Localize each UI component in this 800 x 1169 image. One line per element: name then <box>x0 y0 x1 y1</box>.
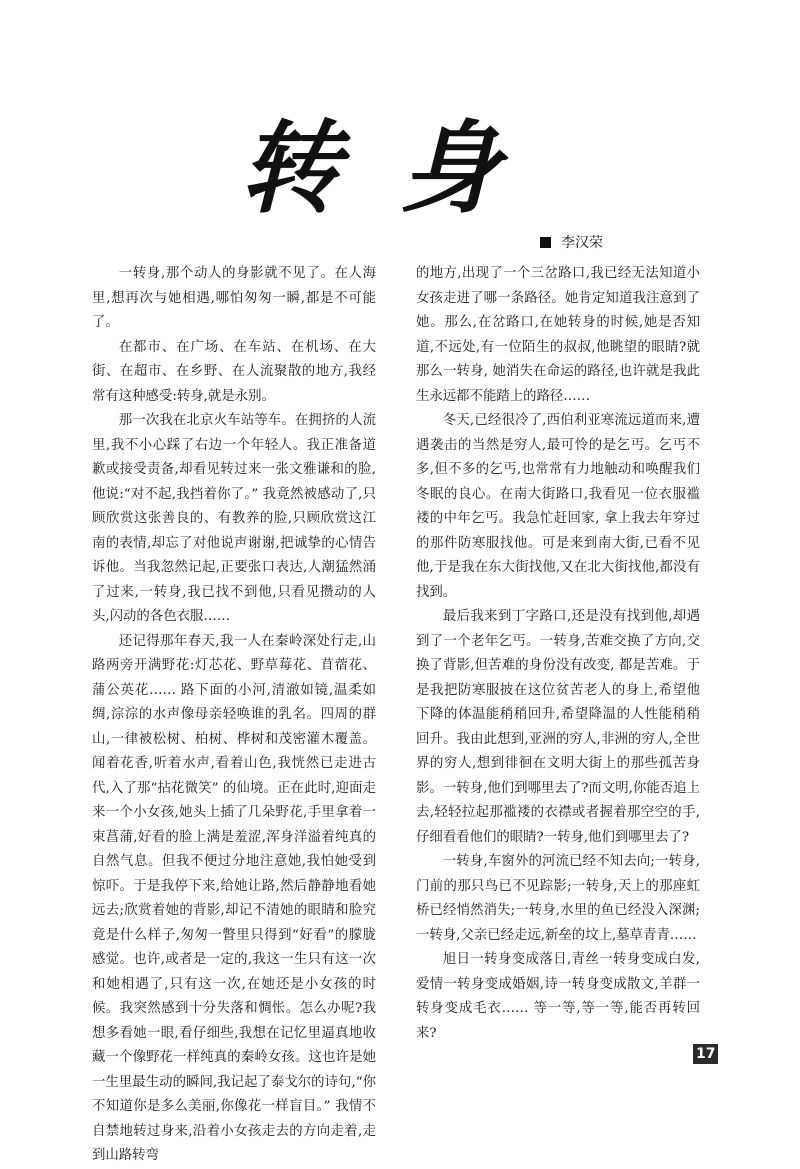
author-name: 李汉荣 <box>561 235 603 251</box>
byline <box>540 234 603 252</box>
paragraph-continued: 的地方,出现了一个三岔路口,我已经无法知道小女孩走进了哪一条路径。她肯定知道我注意到了她。那么,在岔路口,在她转身的时候,她是否知道,不远处,有一位陌生的叔叔,他眺望的眼睛?就那么一转身, 她消失在命运的路径,也许就是我此生永远都不能踏上的路径…… <box>416 266 700 404</box>
bullet-square-icon <box>540 237 551 248</box>
paragraph: 最后我来到丁字路口,还是没有找到他,却遇到了一个老年乞丐。一转身,苦难交换了方向,交换了背影,但苦难的身份没有改变, 都是苦难。于是我把防寒服披在这位贫苦老人的身上,希望他下降的体温能稍稍回升,希望降温的人性能稍稍回升。我由此想到,亚洲的穷人,非洲的穷人,全世界的穷人,想到徘徊在文明大街上的那些孤苦身影。一转身,他们到哪里去了?而文明,你能否追上去,轻轻拉起那褴褛的衣襟或者握着那空空的手,仔细看看他们的眼睛?一转身,他们到哪里去了? <box>416 609 700 845</box>
paragraph: 那一次我在北京火车站等车。在拥挤的人流里,我不小心踩了右边一个年轻人。我正准备道歉或接受责备,却看见转过来一张文雅谦和的脸,他说:“对不起,我挡着你了。” 我竟然被感动了,只顾欣赏这张善良的、有教养的脸,只顾欣赏这江南的表情,却忘了对他说声谢谢,把诚挚的心情告诉他。当我忽然记起,正要张口表达,人潮猛然涌了过来,一转身,我已找不到他,只看见攒动的人头,闪动的各色衣服…… <box>92 413 376 624</box>
right-column <box>416 262 700 1046</box>
left-column <box>92 262 376 1169</box>
paragraph: 在都市、在广场、在车站、在机场、在大街、在超市、在乡野、在人流聚散的地方,我经常有这种感受:转身,就是永别。 <box>92 339 376 404</box>
page-number: 17 <box>690 1044 718 1064</box>
paragraph: 还记得那年春天,我一人在秦岭深处行走,山路两旁开满野花:灯芯花、野草莓花、苜蓿花、蒲公英花…… 路下面的小河,清澈如镜,温柔如绸,淙淙的水声像母亲轻唤谁的乳名。四周的群山,一律被松树、柏树、桦树和茂密灌木覆盖。闻着花香,听着水声,看着山色,我恍然已走进古代,入了那“拈花微笑” 的仙境。正在此时,迎面走来一个小女孩,她头上插了几朵野花,手里拿着一束菖蒲,好看的脸上满是羞涩,浑身洋溢着纯真的自然气息。但我不便过分地注意她,我怕她受到惊吓。于是我停下来,给她让路,然后静静地看她远去;欣赏着她的背影,却记不清她的眼睛和脸究竟是什么样子,匆匆一瞥里只得到“好看”的朦胧感觉。也许,或者是一定的,我这一生只有这一次和她相遇了,只有这一次,在她还是小女孩的时候。我突然感到十分失落和惆怅。怎么办呢?我想多看她一眼,看仔细些,我想在记忆里逼真地收藏一个像野花一样纯真的秦岭女孩。这也许是她一生里最生动的瞬间,我记起了泰戈尔的诗句,“你不知道你是多么美丽,你像花一样盲目。” 我情不自禁地转过身来,沿着小女孩走去的方向走着,走到山路转弯 <box>92 633 376 1163</box>
paragraph: 冬天,已经很冷了,西伯利亚寒流远道而来,遭遇袭击的当然是穷人,最可怜的是乞丐。乞丐不多,但不多的乞丐,也常常有力地触动和唤醒我们冬眠的良心。在南大街路口,我看见一位衣服褴褛的中年乞丐。我急忙赶回家, 拿上我去年穿过的那件防寒服找他。可是来到南大街,已看不见他,于是我在东大街找他,又在北大街找他,都没有找到。 <box>416 413 700 600</box>
paragraph: 旭日一转身变成落日,青丝一转身变成白发,爱情一转身变成婚姻,诗一转身变成散文,羊群一转身变成毛衣…… 等一等,等一等,能否再转回来? <box>416 952 700 1041</box>
paragraph: 一转身,那个动人的身影就不见了。在人海里,想再次与她相遇,哪怕匆匆一瞬,都是不可能了。 <box>92 266 376 330</box>
paragraph: 一转身,车窗外的河流已经不知去向;一转身,门前的那只鸟已不见踪影;一转身,天上的那座虹桥已经悄然消失;一转身,水里的鱼已经没入深渊;一转身,父亲已经走远,新垒的坟上,墓草青青…… <box>416 854 700 943</box>
article-title: 转身 <box>240 109 560 227</box>
